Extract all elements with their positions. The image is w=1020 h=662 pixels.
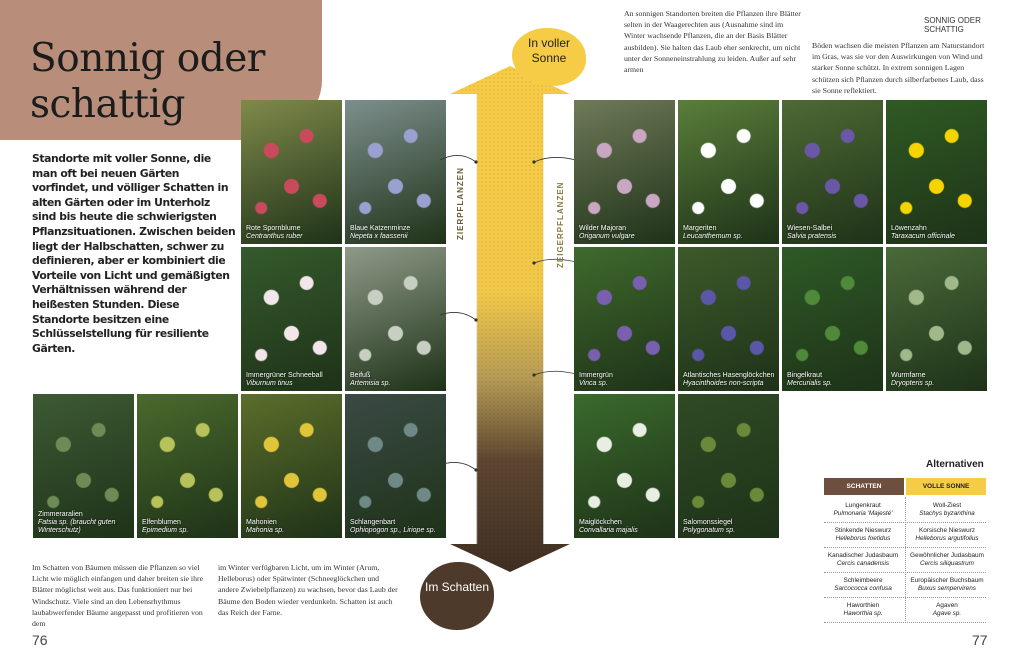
plant-latin-name: Salvia pratensis — [787, 233, 837, 240]
page-number-right: 77 — [972, 632, 988, 648]
vertical-label-zierpflanzen: ZIERPFLANZEN — [456, 167, 465, 240]
page-title-line-1: Sonnig oder — [30, 36, 265, 81]
plant-tile-immergruen — [574, 247, 675, 391]
plant-tile-schlangenbart — [345, 394, 446, 538]
plant-latin-name: Epimedium sp. — [142, 527, 189, 534]
plant-latin-name: Leucanthemum sp. — [683, 233, 743, 240]
alt-shade-cell: Stinkende Nieswurz Helleborus foetidus — [834, 527, 892, 542]
plant-latin-name: Taraxacum officinale — [891, 233, 955, 240]
plant-name: Immergrün — [579, 372, 613, 379]
alternatives-row — [824, 573, 986, 598]
plant-latin-name: Nepeta x faassenii — [350, 233, 408, 240]
plant-latin-name: Origanum vulgare — [579, 233, 635, 240]
plant-tile-margeriten — [678, 100, 779, 244]
plant-tile-elfenblumen — [137, 394, 238, 538]
plant-latin-name: Mahonia sp. — [246, 527, 285, 534]
plant-caption — [787, 372, 879, 388]
connector-left-3 — [440, 462, 476, 470]
plant-latin-name: Artemisia sp. — [350, 380, 391, 387]
plant-tile-salomonssiegel — [678, 394, 779, 538]
plant-latin-name: Centranthus ruber — [246, 233, 303, 240]
plant-latin-name: Convallaria majalis — [579, 527, 638, 534]
plant-caption — [787, 225, 879, 241]
plant-tile-wurmfarne — [886, 247, 987, 391]
plant-caption — [350, 225, 442, 241]
plant-tile-zimmeraralien — [33, 394, 134, 538]
plant-caption — [142, 519, 234, 535]
plant-name: Löwenzahn — [891, 225, 927, 232]
plant-caption — [579, 519, 671, 535]
plant-caption — [683, 225, 775, 241]
plant-caption — [579, 225, 671, 241]
plant-name: Elfenblumen — [142, 519, 181, 526]
alt-shade-cell: Lungenkraut Pulmonaria 'Majesté' — [833, 502, 893, 517]
plant-name: Schlangenbart — [350, 519, 396, 526]
plant-name: Rote Spornblume — [246, 225, 301, 232]
plant-caption — [246, 372, 338, 388]
plant-latin-name: Viburnum tinus — [246, 380, 293, 387]
alternatives-title: Alternativen — [926, 459, 984, 470]
plant-tile-blaue-katzenminze — [345, 100, 446, 244]
plant-name: Blaue Katzenminze — [350, 225, 411, 232]
plant-name: Margeriten — [683, 225, 717, 232]
plant-caption — [891, 372, 983, 388]
plant-name: Mahonien — [246, 519, 277, 526]
connector-right-1 — [534, 157, 576, 162]
alt-sun-cell: Europäischer Buchsbaum Buxus sempervirens — [910, 577, 984, 592]
plant-latin-name: Fatsia sp. (braucht guten Winterschutz) — [38, 519, 116, 534]
shade-badge — [420, 562, 494, 630]
plant-tile-hasengloeckchen — [678, 247, 779, 391]
plant-caption — [683, 372, 775, 388]
alt-sun-cell: Agaven Agave sp. — [932, 602, 962, 617]
section-header-tag: SONNIG ODER SCHATTIG — [924, 16, 981, 34]
connector-right-3 — [534, 371, 576, 375]
connector-right-2 — [534, 259, 576, 263]
plant-latin-name: Hyacinthoides non-scripta — [683, 380, 764, 387]
alternatives-row — [824, 548, 986, 573]
body-text-shade-col-1: Im Schatten von Bäumen müssen die Pflanzen so viel Licht wie möglich einfangen und daher breiten sie ihre Blätter möglichst weit aus. Das funktioniert nur bei Windschutz. Viele sind an den Lebensrhythmus laubabwerfender Bäume angepasst und profitieren von dem — [32, 563, 204, 629]
body-text-shade-col-2: im Winter verfügbaren Licht, um im Winter (Arum, Helleborus) oder Spätwinter (Schneeglöckchen und andere Zwiebelpflanzen) zu wachsen, bevor das Laub der Bäume den Boden wieder verdunkeln. Schatten ist auch das Reich der Farne. — [218, 563, 398, 617]
plant-name: Immergrüner Schneeball — [246, 372, 323, 379]
vertical-label-zeigerpflanzen: ZEIGERPFLANZEN — [556, 181, 565, 268]
plant-name: Wilder Majoran — [579, 225, 627, 232]
plant-tile-rote-spornblume — [241, 100, 342, 244]
plant-latin-name: Vinca sp. — [579, 380, 608, 387]
alternatives-header-sun: VOLLE SONNE — [906, 478, 986, 495]
plant-name: Wurmfarne — [891, 372, 926, 379]
page-title-line-2: schattig — [30, 82, 186, 127]
plant-name: Atlantisches Hasenglöckchen — [683, 372, 775, 379]
plant-latin-name: Polygonatum sp. — [683, 527, 736, 534]
plant-tile-wiesen-salbei — [782, 100, 883, 244]
plant-name: Wiesen-Salbei — [787, 225, 833, 232]
plant-caption — [246, 225, 338, 241]
alt-shade-cell: Schleimbeere Sarcococca confusa — [834, 577, 892, 592]
plant-caption — [246, 519, 338, 535]
plant-latin-name: Dryopteris sp. — [891, 380, 935, 387]
body-text-sun-col-2: Böden wachsen die meisten Pflanzen am Naturstandort im Gras, was sie vor den Auswirkungen von Wind und starker Sonne schützt. In extrem sonnigen Lagen schützen sich Pflanzen durch silberfarbenes Laub, dass sie Sonne reflektiert. — [812, 41, 985, 95]
alternatives-header-shade: SCHATTEN — [824, 478, 904, 495]
plant-caption — [350, 372, 442, 388]
alt-sun-cell: Woll-Ziest Stachys byzanthina — [919, 502, 975, 517]
plant-tile-mahonien — [241, 394, 342, 538]
plant-caption — [683, 519, 775, 535]
full-sun-label: In voller Sonne — [527, 36, 571, 65]
alternatives-row — [824, 523, 986, 548]
plant-caption — [350, 519, 442, 535]
plant-name: Salomonssiegel — [683, 519, 733, 526]
page-title — [30, 36, 270, 128]
plant-tile-beifuss — [345, 247, 446, 391]
plant-latin-name: Ophiopogon sp., Liriope sp. — [350, 527, 436, 534]
plant-tile-loewenzahn — [886, 100, 987, 244]
alternatives-row — [824, 598, 986, 623]
plant-tile-wilder-majoran — [574, 100, 675, 244]
intro-paragraph: Standorte mit voller Sonne, die man oft bei neuen Gärten vorfindet, und völliger Schatten in alten Gärten oder im Unterholz sind bis heute die schwierigsten Pflanzsituationen. Zwischen beiden liegt der Halbschatten, schwer zu definieren, aber er kombiniert die Vorteile von Licht und gemäßigten Verhältnissen während der heißesten Stunden. Diese Standorte besitzen eine Schlüsselstellung für resiliente Gärten. — [32, 152, 236, 355]
plant-name: Beifuß — [350, 372, 371, 379]
body-text-sun-col-1: An sonnigen Standorten breiten die Pflanzen ihre Blätter selten in der Waagerechten aus (Ausnahme sind im Winter wachsende Pflanzen, die an der Basis Blätter ausbilden). Sie halten das Laub eher senkrecht, um nicht unter der Sonneneinstrahlung zu leiden. Außer auf sehr armen — [624, 9, 801, 75]
plant-caption — [38, 511, 130, 535]
plant-name: Bingelkraut — [787, 372, 823, 379]
plant-tile-maigloeckchen — [574, 394, 675, 538]
plant-tile-bingelkraut — [782, 247, 883, 391]
page-number-left: 76 — [32, 632, 48, 648]
plant-tile-immergruener-schneeball — [241, 247, 342, 391]
plant-latin-name: Mercurialis sp. — [787, 380, 833, 387]
plant-caption — [579, 372, 671, 388]
alt-shade-cell: Kanadischer Judasbaum Cercis canadensis — [827, 552, 899, 567]
full-sun-badge — [512, 28, 586, 86]
alt-shade-cell: Haworthien Haworthia sp. — [843, 602, 883, 617]
plant-caption — [891, 225, 983, 241]
alternatives-row — [824, 498, 986, 523]
shade-label: Im Schatten — [424, 580, 490, 594]
alt-sun-cell: Korsische Nieswurz Helleborus argutifolius — [915, 527, 979, 542]
plant-name: Maiglöckchen — [579, 519, 622, 526]
alt-sun-cell: Gewöhnlicher Judasbaum Cercis siliquastrum — [910, 552, 984, 567]
plant-name: Zimmeraralien — [38, 511, 83, 518]
connector-left-2 — [440, 312, 476, 320]
